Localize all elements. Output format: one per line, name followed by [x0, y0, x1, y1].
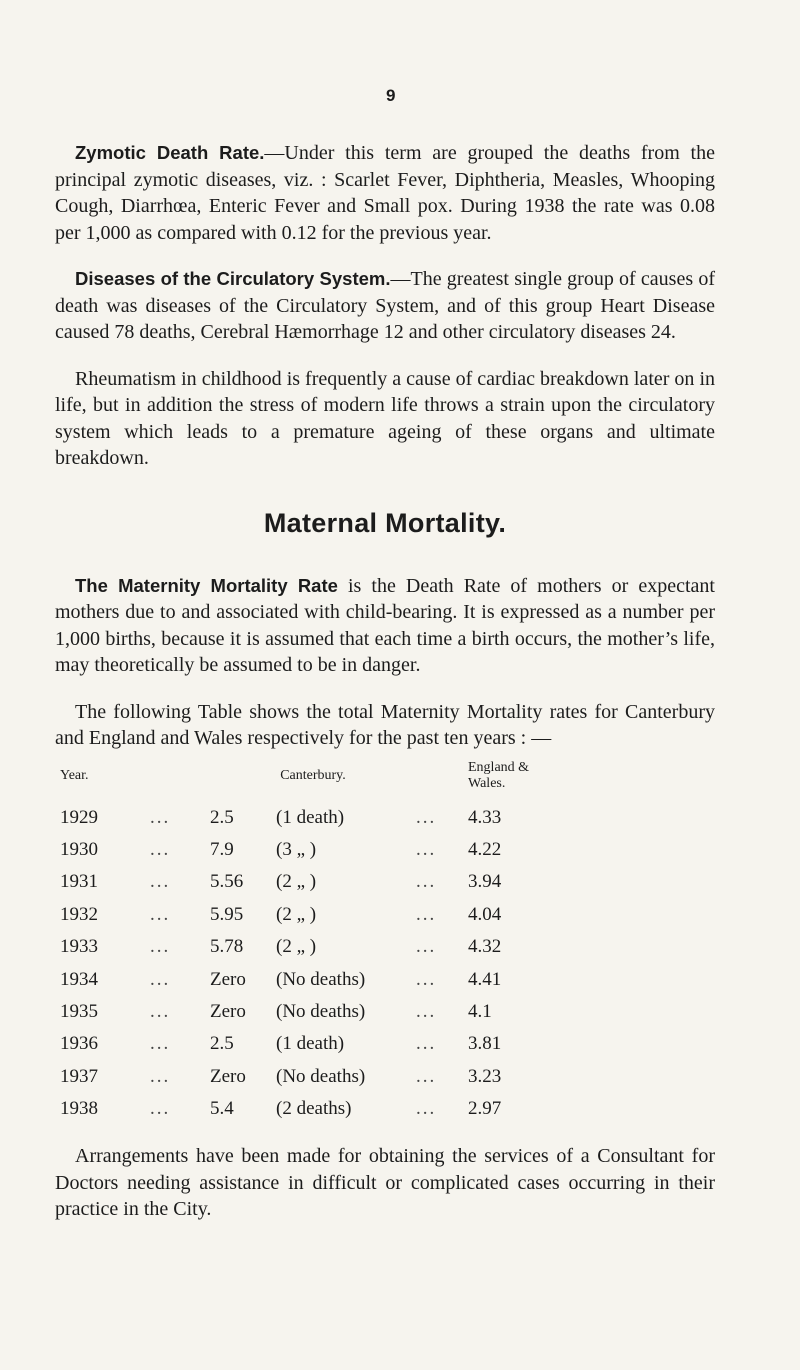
maternity-rate-text: is the Death Rate of mothers or expectant mothers due to and associated with child-bearing. It is expressed as a number per 1,000 births, because it is assumed that each time a birth occurs, the mother’s life, may theoretically be assumed to be in danger. — [55, 574, 715, 676]
cell-leader-dots: ... — [416, 806, 437, 828]
cell-canterbury-deaths: (2 „ ) — [276, 871, 317, 893]
header-england-wales: England & Wales. — [468, 759, 530, 791]
cell-canterbury-deaths: (1 death) — [276, 806, 345, 828]
header-year: Year. — [60, 767, 89, 783]
cell-england-wales-rate: 4.32 — [468, 936, 502, 958]
cell-leader-dots: ... — [150, 903, 171, 925]
cell-year: 1937 — [60, 1065, 98, 1087]
zymotic-paragraph — [55, 140, 715, 246]
rheumatism-paragraph: Rheumatism in childhood is frequently a cause of cardiac breakdown later on in life, but in addition the stress of modern life throws a strain upon the circulatory system which leads to a premature ageing of these organs and ultimate breakdown. — [55, 367, 715, 469]
table-row — [55, 1093, 558, 1125]
table-row — [55, 963, 558, 995]
cell-leader-dots: ... — [416, 936, 437, 958]
cell-year: 1931 — [60, 871, 98, 893]
cell-leader-dots: ... — [416, 1098, 437, 1120]
cell-leader-dots: ... — [150, 806, 171, 828]
cell-england-wales-rate: 2.97 — [468, 1098, 502, 1120]
cell-year: 1932 — [60, 903, 98, 925]
cell-england-wales-rate: 3.81 — [468, 1033, 502, 1055]
cell-leader-dots: ... — [416, 839, 437, 861]
cell-year: 1930 — [60, 839, 98, 861]
table-row — [55, 931, 558, 963]
cell-leader-dots: ... — [416, 1033, 437, 1055]
table-row — [55, 1061, 558, 1093]
page-number: 9 — [386, 86, 396, 105]
cell-year: 1938 — [60, 1098, 98, 1120]
cell-leader-dots: ... — [416, 1001, 437, 1023]
cell-canterbury-rate: 5.4 — [210, 1098, 234, 1120]
zymotic-heading: Zymotic Death Rate. — [75, 142, 265, 163]
cell-canterbury-rate: Zero — [210, 1065, 246, 1087]
cell-canterbury-deaths: (1 death) — [276, 1033, 345, 1055]
cell-year: 1934 — [60, 968, 98, 990]
cell-canterbury-rate: Zero — [210, 1001, 246, 1023]
cell-leader-dots: ... — [150, 1098, 171, 1120]
table-row — [55, 996, 558, 1028]
cell-leader-dots: ... — [416, 903, 437, 925]
cell-england-wales-rate: 3.94 — [468, 871, 502, 893]
table-row — [55, 866, 558, 898]
cell-canterbury-rate: 5.56 — [210, 871, 244, 893]
cell-canterbury-rate: Zero — [210, 968, 246, 990]
cell-year: 1935 — [60, 1001, 98, 1023]
header-canterbury: Canterbury. — [280, 767, 346, 783]
page-content — [55, 140, 715, 1243]
cell-canterbury-deaths: (2 „ ) — [276, 936, 317, 958]
arrangements-paragraph: Arrangements have been made for obtaining the services of a Consultant for Doctors needing assistance in difficult or complicated cases occurring in their practice in the City. — [55, 1145, 715, 1221]
cell-england-wales-rate: 4.41 — [468, 968, 502, 990]
cell-england-wales-rate: 4.22 — [468, 839, 502, 861]
cell-canterbury-deaths: (3 „ ) — [276, 839, 317, 861]
circulatory-heading: Diseases of the Circulatory System. — [75, 268, 391, 289]
table-intro-paragraph: The following Table shows the total Maternity Mortality rates for Canterbury and England and Wales respectively for the past ten years : — — [55, 700, 715, 749]
maternity-rate-heading: The Maternity Mortality Rate — [75, 574, 338, 596]
cell-canterbury-rate: 2.5 — [210, 1033, 234, 1055]
cell-canterbury-deaths: (No deaths) — [276, 1065, 366, 1087]
maternal-mortality-title: Maternal Mortality. — [263, 507, 507, 538]
cell-canterbury-deaths: (No deaths) — [276, 1001, 366, 1023]
cell-leader-dots: ... — [150, 936, 171, 958]
cell-canterbury-rate: 2.5 — [210, 806, 234, 828]
zymotic-text: —Under this term are grouped the deaths from the principal zymotic diseases, viz. : Scarlet Fever, Diphtheria, Measles, Whooping Cough, Diarrhœa, Enteric Fever and Small pox. During 1938 the rate was 0.08 per 1,000 as compared with 0.12 for the previous year. — [55, 142, 715, 244]
cell-canterbury-rate: 5.78 — [210, 936, 244, 958]
cell-leader-dots: ... — [150, 1065, 171, 1087]
cell-canterbury-rate: 7.9 — [210, 839, 234, 861]
table-row — [55, 1028, 558, 1060]
cell-canterbury-rate: 5.95 — [210, 903, 244, 925]
cell-canterbury-deaths: (2 „ ) — [276, 903, 317, 925]
cell-year: 1936 — [60, 1033, 98, 1055]
table-header-row — [55, 760, 558, 802]
cell-leader-dots: ... — [150, 1033, 171, 1055]
circulatory-text: —The greatest single group of causes of death was diseases of the Circulatory System, and of this group Heart Disease caused 78 deaths, Cerebral Hæmorrhage 12 and other circulatory diseases 24. — [55, 268, 715, 343]
cell-year: 1933 — [60, 936, 98, 958]
cell-canterbury-deaths: (No deaths) — [276, 968, 366, 990]
cell-england-wales-rate: 4.04 — [468, 903, 502, 925]
cell-leader-dots: ... — [150, 1001, 171, 1023]
cell-leader-dots: ... — [150, 871, 171, 893]
table-row — [55, 899, 558, 931]
maternity-mortality-table — [55, 760, 558, 1126]
cell-leader-dots: ... — [150, 968, 171, 990]
cell-leader-dots: ... — [150, 839, 171, 861]
cell-leader-dots: ... — [416, 871, 437, 893]
cell-england-wales-rate: 3.23 — [468, 1065, 502, 1087]
cell-england-wales-rate: 4.1 — [468, 1001, 492, 1023]
circulatory-paragraph — [55, 266, 715, 346]
table-row — [55, 802, 558, 834]
cell-canterbury-deaths: (2 deaths) — [276, 1098, 352, 1120]
cell-leader-dots: ... — [416, 968, 437, 990]
table-row — [55, 834, 558, 866]
cell-year: 1929 — [60, 806, 98, 828]
cell-leader-dots: ... — [416, 1065, 437, 1087]
cell-england-wales-rate: 4.33 — [468, 806, 502, 828]
maternity-rate-paragraph — [55, 573, 715, 679]
